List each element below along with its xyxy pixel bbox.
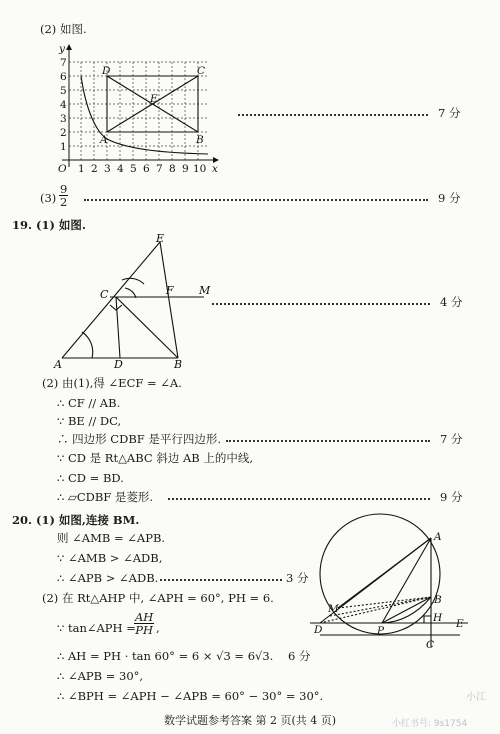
coordinate-graph	[48, 40, 288, 175]
y-axis-label: y	[59, 43, 65, 55]
fig20-c: C	[426, 639, 435, 651]
tick-x-1: 1	[78, 163, 85, 175]
point-c-label: C	[197, 65, 206, 77]
p18-3-label: (3)	[40, 191, 57, 205]
leader-dots	[168, 498, 430, 500]
p20-label: 20. (1) 如图,连接 BM.	[12, 513, 140, 527]
tan-denominator: PH	[135, 623, 154, 638]
watermark-logo: 小江	[466, 692, 486, 703]
triangle-figure	[52, 232, 232, 372]
score-6: 6 分	[288, 649, 311, 663]
fraction-numerator: 9	[60, 182, 68, 196]
p20-line-7: ∴ ∠BPH = ∠APH − ∠APB = 60° − 30° = 30°.	[57, 689, 324, 703]
fig20-e: E	[456, 618, 464, 630]
x-axis-label: x	[212, 163, 218, 175]
p20-line-3: ∴ ∠APB > ∠ADB.	[57, 571, 159, 585]
tick-x-4: 4	[117, 163, 124, 175]
origin-label: O	[58, 163, 67, 175]
p20-line-6: ∴ ∠APB = 30°,	[57, 669, 144, 683]
point-a-label: A	[100, 134, 108, 146]
p19-line-3: ∵ BE // DC,	[57, 414, 122, 428]
fig20-h: H	[433, 612, 443, 624]
tick-x-2: 2	[91, 163, 98, 175]
fig19-f: F	[166, 284, 174, 297]
fig19-m: M	[199, 284, 211, 297]
p20-line-4: (2) 在 Rt△AHP 中, ∠APH = 60°, PH = 6.	[42, 591, 274, 605]
p19-label: 19. (1) 如图.	[12, 218, 86, 232]
tick-y-7: 7	[60, 57, 67, 69]
fig20-p: P	[377, 625, 385, 637]
fig19-d: D	[114, 358, 123, 371]
point-b-label: B	[196, 134, 204, 146]
fig20-b: B	[434, 594, 442, 606]
fig19-b: B	[174, 358, 183, 371]
fig20-m: M	[328, 603, 339, 615]
score-7b: 7 分	[440, 432, 463, 446]
page-footer: 数学试题参考答案 第 2 页(共 4 页)	[163, 714, 337, 727]
fraction-denominator: 2	[60, 195, 68, 210]
score-7: 7 分	[438, 106, 461, 120]
score-9: 9 分	[438, 191, 461, 205]
tick-y-4: 4	[60, 99, 67, 111]
grid-lines	[69, 62, 208, 160]
tick-x-8: 8	[169, 163, 176, 175]
p20-line-5: ∴ AH = PH · tan 60° = 6 × √3 = 6√3.	[57, 649, 274, 663]
tick-y-2: 2	[60, 127, 67, 139]
p19-line-5: ∵ CD 是 Rt△ABC 斜边 AB 上的中线,	[57, 451, 254, 465]
answer-fraction	[59, 183, 68, 208]
leader-dots	[212, 303, 430, 305]
watermark-id: 小红书号: 9s1754	[392, 719, 468, 729]
tick-x-6: 6	[143, 163, 150, 175]
score-9b: 9 分	[440, 490, 463, 504]
p19-line-6: ∴ CD = BD.	[57, 471, 124, 485]
tan-fraction	[134, 611, 154, 636]
p18-2-label: (2) 如图.	[40, 22, 87, 36]
p19-line-7: ∴ ▱CDBF 是菱形.	[57, 490, 154, 504]
tick-x-7: 7	[156, 163, 163, 175]
tick-x-5: 5	[130, 163, 137, 175]
p20-tan-lhs: ∵ tan∠APH =	[57, 621, 136, 635]
leader-dots	[160, 579, 282, 581]
circle-figure	[310, 512, 480, 662]
p19-line-1: (2) 由(1),得 ∠ECF = ∠A.	[42, 376, 182, 390]
point-e-label: E	[150, 93, 158, 105]
leader-dots	[238, 114, 428, 116]
fig19-e: E	[156, 232, 165, 245]
tick-x-9: 9	[182, 163, 189, 175]
tick-y-5: 5	[60, 85, 67, 97]
score-4: 4 分	[440, 295, 463, 309]
fig20-d: D	[314, 624, 323, 636]
fig20-a: A	[434, 531, 442, 543]
tan-numerator: AH	[135, 610, 154, 624]
p20-line-2: ∵ ∠AMB > ∠ADB,	[57, 551, 163, 565]
leader-dots	[84, 199, 428, 201]
fig19-a: A	[54, 358, 62, 371]
score-3: 3 分	[286, 571, 309, 585]
tick-y-3: 3	[60, 113, 67, 125]
p20-line-1: 则 ∠AMB = ∠APB.	[57, 531, 166, 545]
point-d-label: D	[102, 65, 111, 77]
tick-y-1: 1	[60, 141, 67, 153]
leader-dots	[226, 440, 430, 442]
tick-x-10: 10	[193, 163, 207, 175]
tan-tail: ,	[156, 621, 160, 635]
p19-line-2: ∴ CF // AB.	[57, 396, 121, 410]
tick-y-6: 6	[60, 71, 67, 83]
tick-x-3: 3	[104, 163, 111, 175]
p19-line-4: ∴ 四边形 CDBF 是平行四边形.	[57, 432, 222, 446]
fig19-c: C	[100, 288, 109, 301]
